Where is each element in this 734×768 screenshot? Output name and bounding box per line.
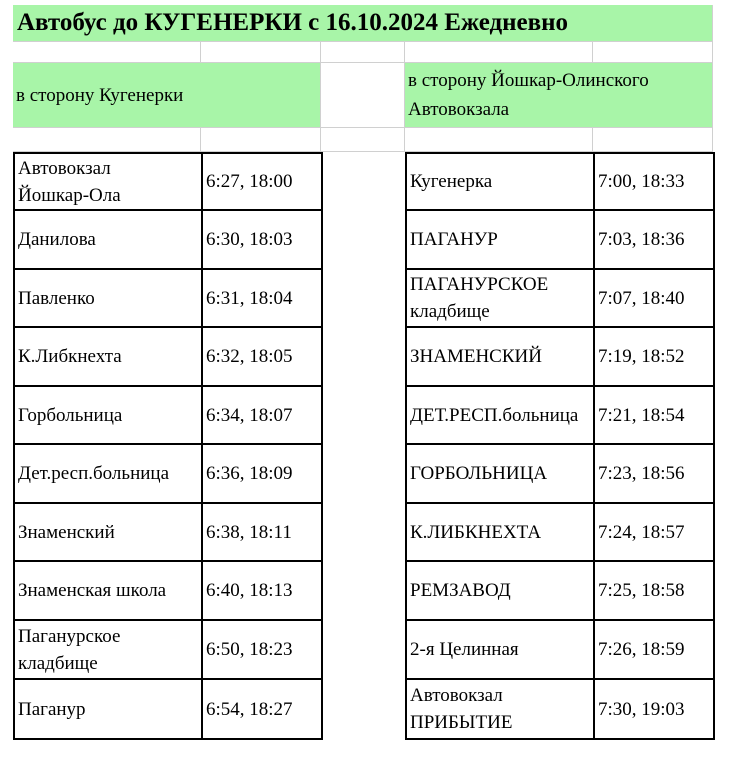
left-stop-name: Паганур [13,678,203,740]
right-stop-name: ПАГАНУР [405,209,595,270]
right-stop-times: 7:03, 18:36 [593,209,715,270]
right-stop-name: ГОРБОЛЬНИЦА [405,443,595,504]
left-stop-times: 6:32, 18:05 [201,326,323,387]
spacer-cell [13,42,201,63]
spacer-cell [593,42,713,63]
spacer-cell [593,128,713,152]
right-stop-times: 7:19, 18:52 [593,326,715,387]
left-stop-times: 6:36, 18:09 [201,443,323,504]
left-stop-times: 6:50, 18:23 [201,619,323,680]
schedule-title: Автобус до КУГЕНЕРКИ с 16.10.2024 Ежедневно [13,5,713,42]
right-stop-times: 7:30, 19:03 [593,678,715,740]
left-stop-times: 6:27, 18:00 [201,152,323,211]
left-stop-times: 6:38, 18:11 [201,502,323,562]
right-stop-name: ПАГАНУРСКОЕ кладбище [405,268,595,328]
spacer-cell [321,128,405,152]
left-stop-times: 6:40, 18:13 [201,560,323,621]
right-stop-times: 7:23, 18:56 [593,443,715,504]
left-stop-name: К.Либкнехта [13,326,203,387]
right-stop-times: 7:07, 18:40 [593,268,715,328]
right-stop-name: Автовокзал ПРИБЫТИЕ [405,678,595,740]
left-stop-times: 6:31, 18:04 [201,268,323,328]
right-stop-times: 7:00, 18:33 [593,152,715,211]
spacer-cell [405,128,593,152]
right-stop-name: ДЕТ.РЕСП.больница [405,385,595,445]
left-stop-name: Автовокзал Йошкар-Ола [13,152,203,211]
right-stop-times: 7:26, 18:59 [593,619,715,680]
left-stop-name: Данилова [13,209,203,270]
spacer-cell [321,42,405,63]
left-stop-times: 6:30, 18:03 [201,209,323,270]
left-stop-times: 6:34, 18:07 [201,385,323,445]
left-direction-header: в сторону Кугенерки [13,63,321,128]
left-stop-name: Дет.респ.больница [13,443,203,504]
right-stop-name: К.ЛИБКНЕХТА [405,502,595,562]
spacer-cell [13,128,201,152]
left-stop-name: Павленко [13,268,203,328]
left-stop-name: Знаменская школа [13,560,203,621]
spacer-cell [321,63,405,128]
right-stop-name: 2-я Целинная [405,619,595,680]
left-stop-name: Горбольница [13,385,203,445]
right-stop-times: 7:25, 18:58 [593,560,715,621]
spacer-cell [201,42,321,63]
right-stop-name: Кугенерка [405,152,595,211]
spacer-cell [405,42,593,63]
right-stop-name: ЗНАМЕНСКИЙ [405,326,595,387]
left-stop-times: 6:54, 18:27 [201,678,323,740]
right-stop-times: 7:24, 18:57 [593,502,715,562]
right-stop-times: 7:21, 18:54 [593,385,715,445]
left-stop-name: Знаменский [13,502,203,562]
left-stop-name: Паганурское кладбище [13,619,203,680]
spacer-cell [201,128,321,152]
right-stop-name: РЕМЗАВОД [405,560,595,621]
right-direction-header: в сторону Йошкар-Олинского Автовокзала [405,63,713,128]
